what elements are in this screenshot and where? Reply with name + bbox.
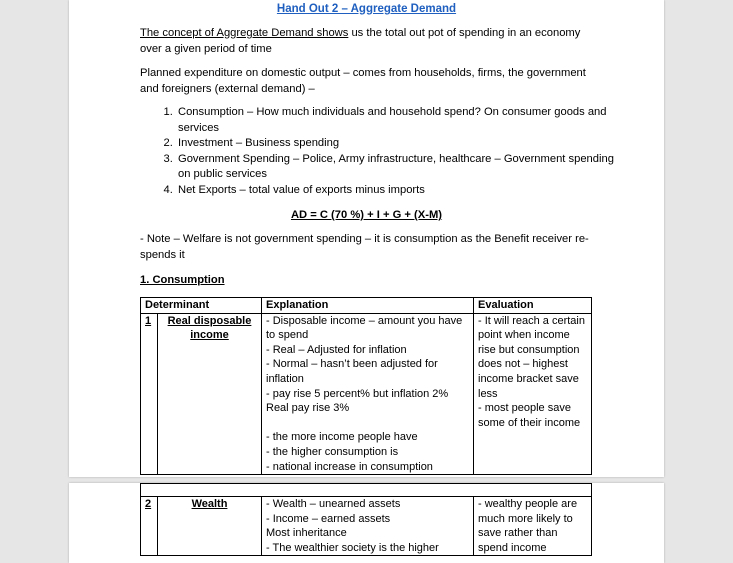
intro-rest: us the total out pot of spending in an economy over a given period of time	[140, 27, 581, 55]
explanation-line: - Real – Adjusted for inflation	[266, 343, 407, 356]
header-explanation: Explanation	[262, 298, 474, 314]
section-heading: 1. Consumption	[140, 274, 225, 286]
components-list	[140, 105, 616, 198]
table-spacer	[141, 484, 592, 497]
explanation-line: Most inheritance	[266, 527, 347, 540]
planned-expenditure-paragraph: Planned expenditure on domestic output – comes from households, firms, the government and foreigners (external demand) –	[140, 67, 586, 95]
determinant-name: Real disposable income	[158, 313, 262, 475]
explanation-line: - the higher consumption is	[266, 445, 399, 458]
row-number: 2	[141, 497, 158, 556]
blank-line	[266, 416, 469, 431]
document-page-2	[69, 483, 664, 563]
explanation-line: - Wealth – unearned assets	[266, 498, 401, 510]
table-row	[141, 313, 592, 475]
table-header-row	[141, 298, 592, 314]
header-determinant: Determinant	[141, 298, 262, 314]
evaluation-line: - It will reach a certain point when income rise but consumption does not – highest income bracket save less	[478, 314, 585, 400]
evaluation-line: - most people save some of their income	[478, 402, 581, 429]
list-item: 4. Net Exports – total value of exports minus imports	[176, 183, 616, 199]
explanation-line: - Income – earned assets	[266, 512, 391, 525]
explanation-line: - the more income people have	[266, 431, 418, 444]
evaluation-cell	[474, 313, 592, 475]
document-page-1	[69, 0, 664, 477]
ad-formula: AD = C (70 %) + I + G + (X-M)	[290, 209, 443, 221]
list-item: 3. Government Spending – Police, Army infrastructure, healthcare – Government spending on public services	[176, 152, 616, 183]
determinants-table-continued	[140, 483, 592, 556]
explanation-line: - national increase in consumption	[266, 460, 433, 473]
intro-underlined: The concept of Aggregate Demand shows	[140, 27, 349, 39]
page-title: Hand Out 2 – Aggregate Demand	[276, 3, 457, 15]
note-paragraph: - Note – Welfare is not government spending – it is consumption as the Benefit receiver re-spends it	[140, 233, 589, 261]
explanation-line: - pay rise 5 percent% but inflation 2%	[266, 387, 449, 400]
explanation-line: - Disposable income – amount you have to spend	[266, 314, 463, 342]
evaluation-cell	[474, 497, 592, 556]
row-number: 1	[141, 313, 158, 475]
evaluation-line: - wealthy people are much more likely to save rather than spend income	[478, 498, 578, 554]
intro-paragraph	[140, 26, 590, 57]
explanation-line: - Normal – hasn’t been adjusted for inflation	[266, 358, 438, 385]
header-evaluation: Evaluation	[474, 298, 592, 314]
explanation-cell	[262, 497, 474, 556]
determinant-name: Wealth	[158, 497, 262, 556]
table-row	[141, 497, 592, 556]
determinants-table	[140, 297, 592, 475]
list-item: 2. Investment – Business spending	[176, 136, 616, 152]
explanation-line: Real pay rise 3%	[266, 402, 350, 415]
list-item: 1. Consumption – How much individuals and household spend? On consumer goods and services	[176, 105, 616, 136]
explanation-line: - The wealthier society is the higher	[266, 541, 439, 554]
explanation-cell	[262, 313, 474, 475]
table-row	[141, 484, 592, 497]
